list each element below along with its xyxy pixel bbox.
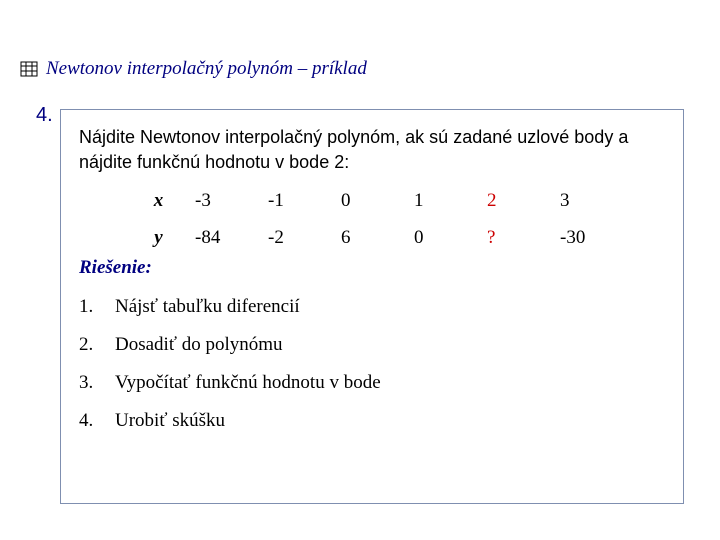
step-item bbox=[79, 326, 381, 364]
x-cell: -1 bbox=[268, 189, 284, 211]
page-title: Newtonov interpolačný polynóm – príklad bbox=[46, 58, 367, 79]
step-item bbox=[79, 402, 381, 440]
step-number: 2. bbox=[79, 334, 94, 355]
x-row bbox=[122, 182, 633, 219]
slide-title bbox=[20, 56, 367, 82]
step-text: Urobiť skúšku bbox=[115, 410, 225, 431]
y-cell: -84 bbox=[195, 226, 221, 248]
step-text: Dosadiť do polynómu bbox=[115, 334, 283, 355]
step-number: 1. bbox=[79, 296, 94, 317]
x-cell-highlight: 2 bbox=[487, 189, 497, 211]
step-text: Nájsť tabuľku diferencií bbox=[115, 296, 300, 317]
y-cell-unknown: ? bbox=[487, 226, 496, 248]
exercise-number: 4. bbox=[36, 104, 53, 126]
x-cell: 0 bbox=[341, 189, 351, 211]
y-label: y bbox=[154, 226, 163, 248]
x-label: x bbox=[153, 189, 164, 211]
step-number: 3. bbox=[79, 372, 94, 393]
y-cell: 0 bbox=[414, 226, 424, 248]
step-text: Vypočítať funkčnú hodnotu v bode bbox=[115, 372, 381, 393]
x-cell: -3 bbox=[195, 189, 211, 211]
x-cell: 3 bbox=[560, 189, 570, 211]
task-text: Nájdite Newtonov interpolačný polynóm, ak sú zadané uzlové body a nájdite funkčnú hodnotu v bode 2: bbox=[79, 127, 629, 172]
step-item bbox=[79, 364, 381, 402]
solution-steps bbox=[79, 288, 381, 440]
values-table bbox=[122, 182, 633, 256]
table-grid-icon bbox=[20, 60, 38, 78]
y-cell: -30 bbox=[560, 226, 586, 248]
y-cell: -2 bbox=[268, 226, 284, 248]
step-item bbox=[79, 288, 381, 326]
step-number: 4. bbox=[79, 410, 94, 431]
y-row bbox=[122, 219, 633, 256]
x-cell: 1 bbox=[414, 189, 424, 211]
solution-label: Riešenie: bbox=[79, 257, 152, 278]
y-cell: 6 bbox=[341, 226, 351, 248]
